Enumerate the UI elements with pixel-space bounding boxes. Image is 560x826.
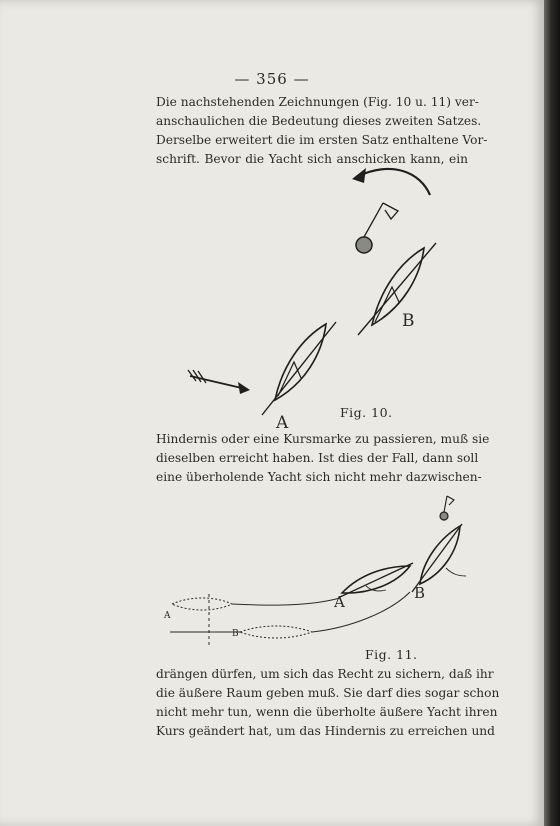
text-line: Derselbe erweitert die im ersten Satz enthaltene Vor- [156, 133, 488, 147]
text-line: dieselben erreicht haben. Ist dies der Fall, dann soll [156, 451, 479, 465]
flag-icon [383, 203, 398, 219]
yacht-label-a: A [276, 413, 289, 433]
yacht-label-b-start: B [232, 629, 239, 639]
text-line: Hindernis oder eine Kursmarke zu passieren, muß sie [156, 432, 490, 446]
text-line: Kurs geändert hat, um das Hindernis zu erreichen und [156, 724, 495, 738]
buoy-icon [440, 512, 448, 520]
figure-11-drawing [170, 496, 466, 648]
paragraph-3 [156, 665, 500, 741]
curved-arrow-icon [356, 169, 430, 195]
text-line: anschaulichen die Bedeutung dieses zweiten Satzes. [156, 114, 482, 128]
yacht-label-b: B [414, 584, 426, 602]
text-line: die äußere Raum geben muß. Sie darf dies sogar schon [156, 686, 500, 700]
page-number: — 356 — [234, 70, 310, 88]
flag-icon [447, 496, 454, 505]
yacht-a [262, 322, 336, 415]
yacht-label-b: B [402, 311, 415, 331]
text-line: schrift. Bevor die Yacht sich anschicken kann, ein [156, 152, 468, 166]
buoy-icon [356, 237, 372, 253]
figure-10-caption: Fig. 10. [340, 405, 393, 420]
yacht-b [358, 243, 436, 335]
arrowhead-icon [352, 168, 366, 183]
figure-11-caption: Fig. 11. [365, 647, 418, 662]
yacht-label-a: A [334, 593, 345, 611]
text-line: nicht mehr tun, wenn die überholte äußere Yacht ihren [156, 705, 498, 719]
text-line: eine überholende Yacht sich nicht mehr dazwischen- [156, 470, 482, 484]
wind-arrow-icon [188, 370, 250, 394]
text-line: drängen dürfen, um sich das Recht zu sichern, daß ihr [156, 667, 494, 681]
text-line: Die nachstehenden Zeichnungen (Fig. 10 u. 11) ver- [156, 95, 479, 109]
yacht-label-a-start: A [164, 611, 171, 621]
paragraph-2 [156, 430, 490, 487]
